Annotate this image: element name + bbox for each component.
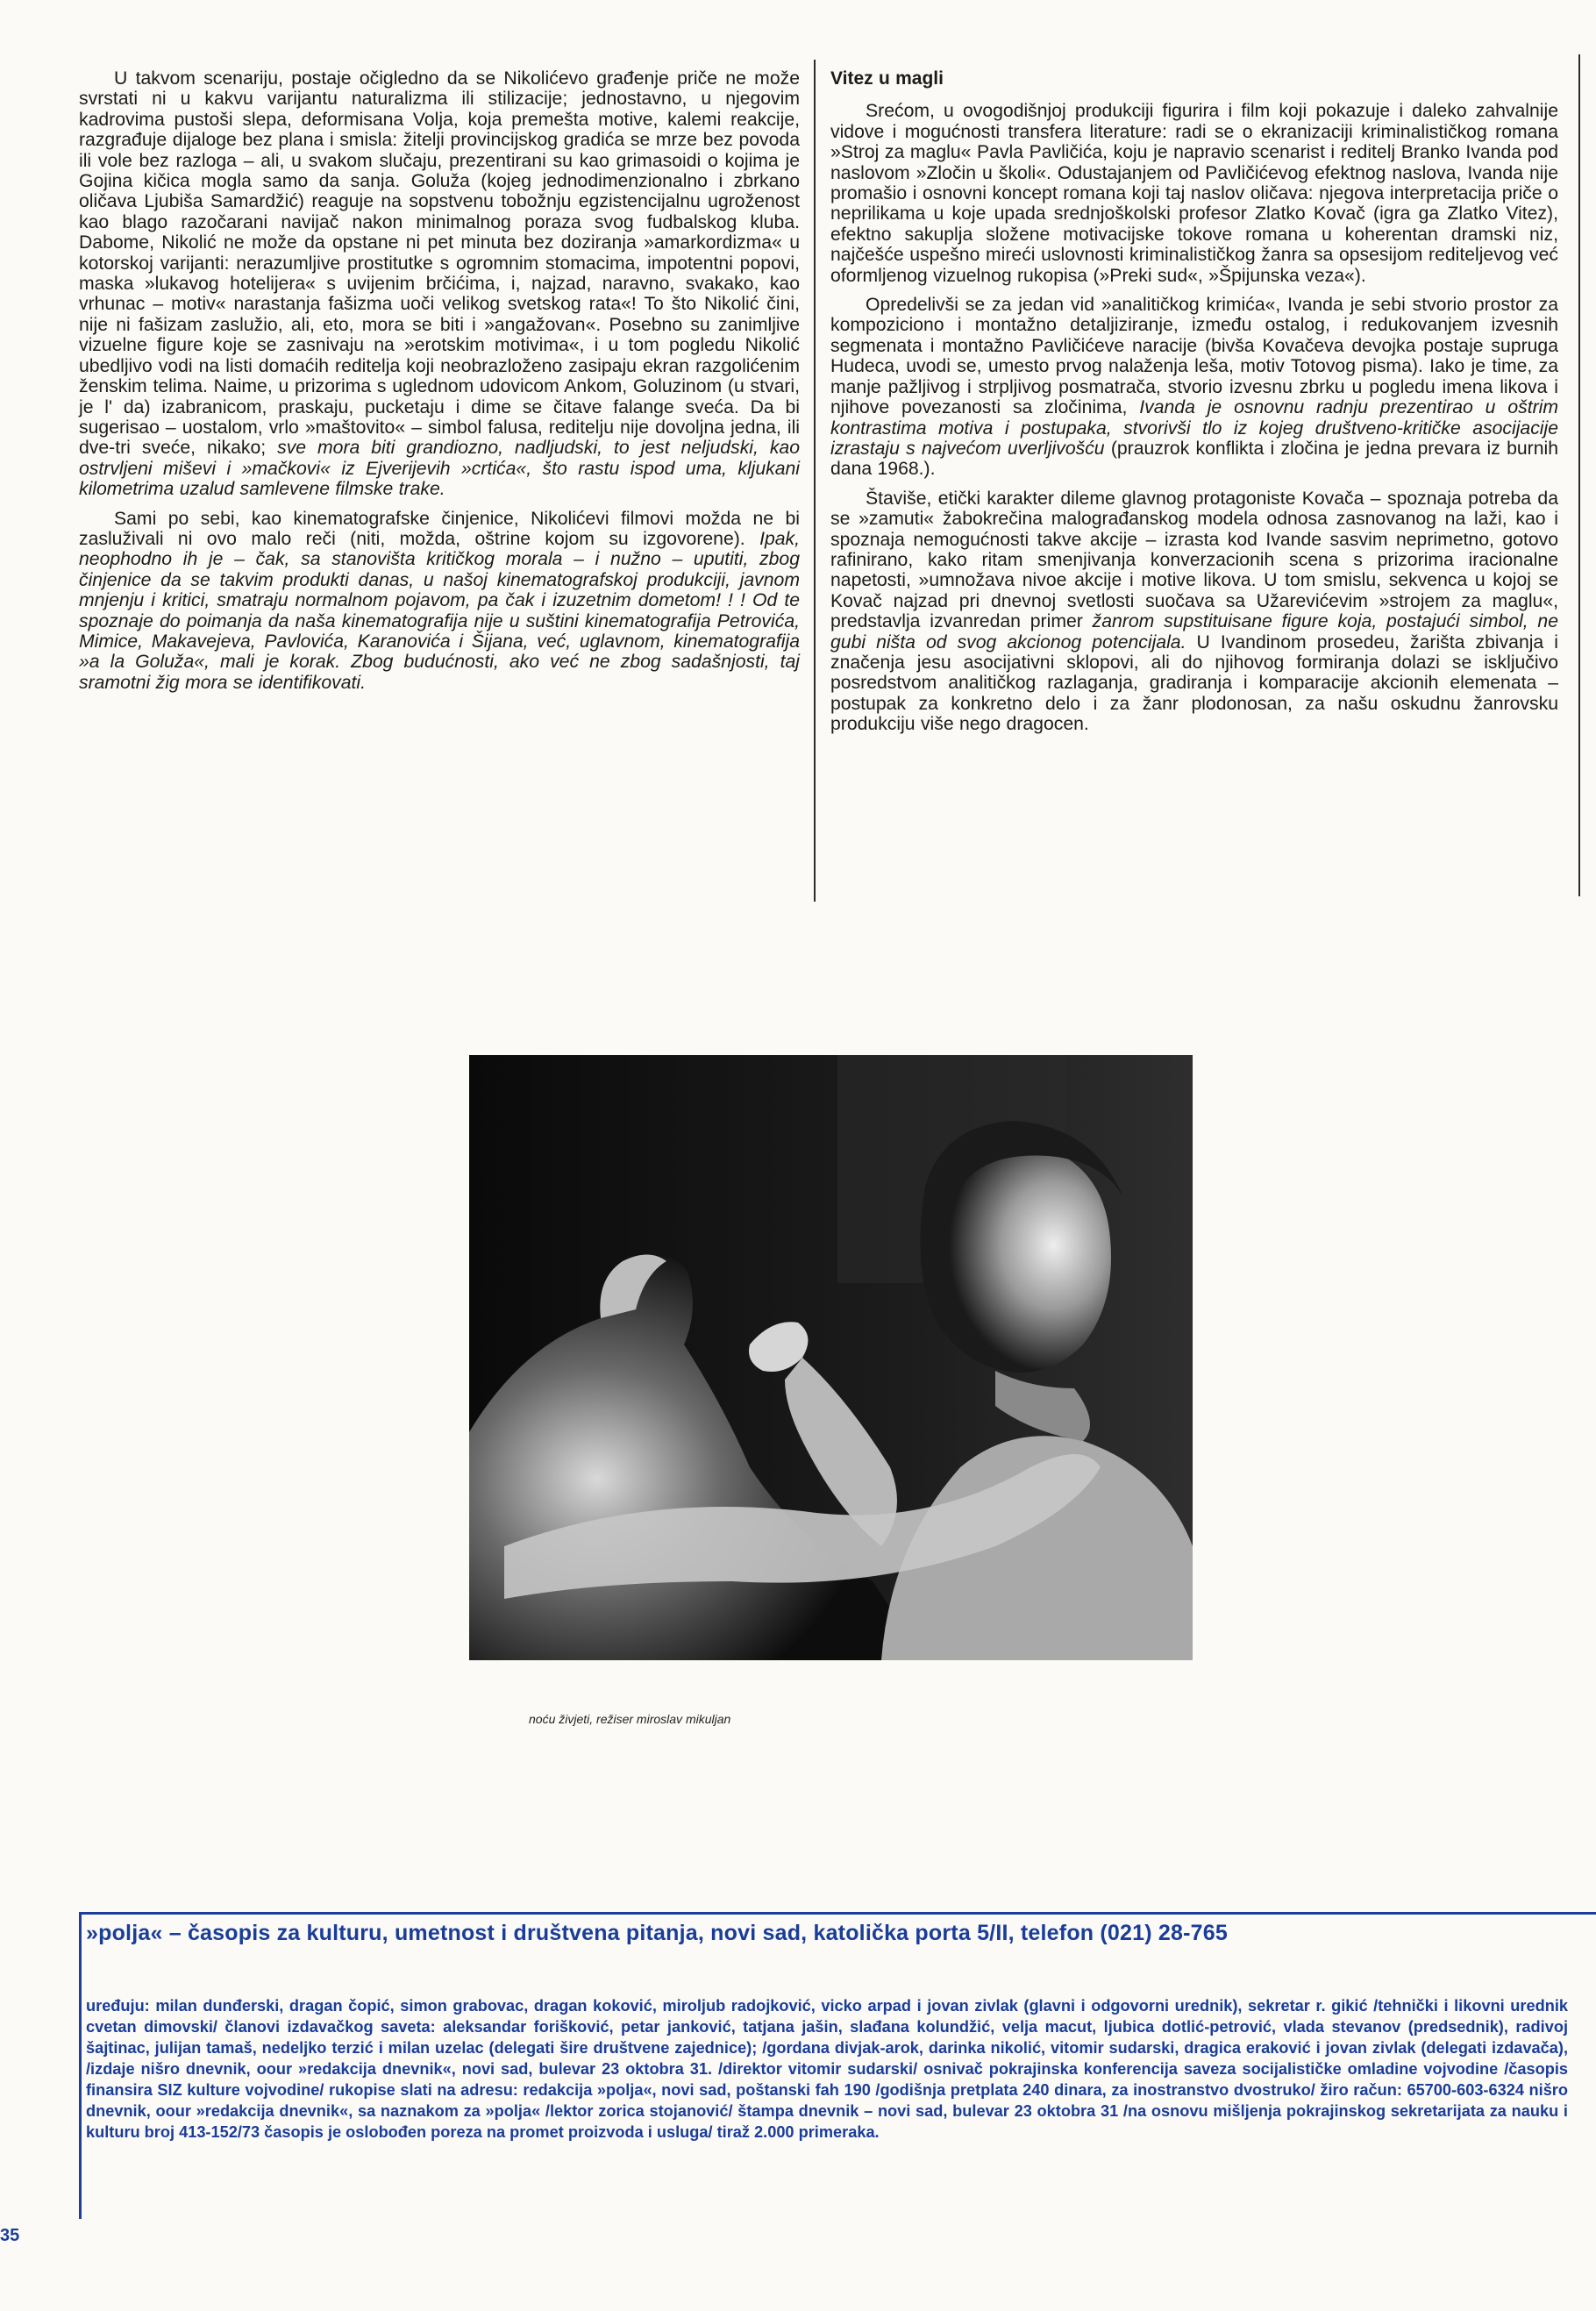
page-number: 35	[0, 2226, 20, 2245]
italic-run: žanrom supstituisane figure koja, postajući simbol, ne gubi ništa od svog akcionog potencijala.	[830, 611, 1558, 653]
article-paragraph	[830, 101, 1558, 286]
article-paragraph	[830, 489, 1558, 735]
section-heading: Vitez u magli	[830, 68, 944, 89]
article-right-column	[830, 68, 1558, 744]
film-still-photo	[469, 1055, 1193, 1660]
article-paragraph	[79, 509, 800, 694]
text-run: Srećom, u ovogodišnjoj produkciji figurira i film koji pokazuje i daleko zahvalnije vidove i mogućnosti transfera literature: radi se o ekranizaciji kriminalističkog romana »Stroj za maglu« Pavla Pavličića, koju je napravio scenarist i reditelj Branko Ivanda pod naslovom »Zločin u školi«. Odustajanjem od Pavličićevog efektnog naslova, Ivanda nije promašio i osnovni koncept romana koji taj naslov oličava: njegova interpretacija priče o neprilikama u koje upada srednjoškolski profesor Zlatko Kovač (igra ga Zlatko Vitez), efektno sakuplja složene motivacijske tokove romana u koherentan dramski niz, najčešće uspešno mireći uslovnosti kriminalističkog žanra sa opsesijom rediteljevog već oformljenog vizuelnog rukopisa (»Preki sud«, »Špijunska veza«).	[830, 101, 1558, 286]
film-still-image	[469, 1055, 1193, 1660]
article-paragraph	[79, 68, 800, 500]
masthead: »polja« – časopis za kulturu, umetnost i društvena pitanja, novi sad, katolička porta 5/II, telefon (021) 28-765	[86, 1921, 1228, 1945]
article-paragraph	[830, 295, 1558, 480]
article-left-column	[79, 68, 800, 702]
text-run: Opredelivši se za jedan vid »analitičkog krimića«, Ivanda je sebi stvorio prostor za kompoziciono i montažno detaljiziranje, između ostalog, i redukovanjem izvesnih segmenata i montažno Pavličićeve naracije (bivša Kovačeva devojka postaje supruga Hudeca, uvodi se, umesto prvog nalaženja leša, motiv Totovog pisma). Iako je time, za manje pažljivog i strpljivog posmatrača, stvorio izvesnu zbrku u pogledu imena likova i njihove povezanosti sa zločinima,	[830, 295, 1558, 418]
italic-run: Ivanda je osnovnu radnju prezentirao u oštrim kontrastima motiva i postupaka, stvorivši tlo iz kojeg društveno-kritičke asocijacije izrastaju s najvećom uverljivošću	[830, 397, 1558, 459]
italic-run: sve mora biti grandiozno, nadljudski, to jest neljudski, kao ostrvljeni miševi i »mačkovi« iz Ejverijevih »crtića«, što rastu ispod uma, kljukani kilometrima uzalud samlevene filmske trake.	[79, 438, 800, 500]
text-run: Štaviše, etički karakter dileme glavnog protagoniste Kovača – spoznaja potreba da se »zamuti« žabokrečina malograđanskog modela odnosa zasnovanog na laži, kao i spoznaja nemogućnosti takve akcije – izrasta kod Ivande sasvim neprimetno, gotovo rafinirano, kako ritam smenjivanja konverzacionih scena s prizorima iracionalne napetosti, »umnožava nivoe akcije i motive likova. U tom smislu, sekvenca u kojoj se Kovač najzad pri dnevnoj svetlosti suočava sa Užarevićevim »strojem za maglu«, predstavlja izvanredan primer	[830, 488, 1558, 632]
colophon: uređuju: milan dunđerski, dragan čopić, simon grabovac, dragan koković, miroljub radojković, vicko arpad i jovan zivlak (glavni i odgovorni urednik), sekretar r. gikić /tehnički i likovni urednik cvetan dimovski/ članovi izdavačkog saveta: aleksandar forišković, petar janković, tatjana jašin, slađana kolundžić, velja macut, ljubica dotlić-petrović, vlada stevanov (predsednik), radivoj šajtinac, julijan tamaš, nedeljko terzić i milan uzelac (delegati šire društvene zajednice); /gordana divjak-arok, darinka nikolić, vitomir sudarski, dragica eraković i jovan zivlak (delegati izdavača), /izdaje nišro dnevnik, oour »redakcija dnevnik«, novi sad, bulevar 23 oktobra 31. /direktor vitomir sudarski/ osnivač pokrajinska konferencija saveza socijalističke omladine vojvodine /časopis finansira SIZ kulture vojvodine/ rukopise slati na adresu: redakcija »polja«, novi sad, poštanski fah 190 /godišnja pretplata 240 dinara, za inostranstvo dvostruko/ žiro račun: 65700-603-6324 nišro dnevnik, oour »redakcija dnevnik«, sa naznakom za »polja« /lektor zorica stojanović/ štampa dnevnik – novi sad, bulevar 23 oktobra 31 /na osnovu mišljenja pokrajinskog sekretarijata za nauku i kulturu broj 413-152/73 časopis je oslobođen poreza na promet proizvoda i usluga/ tiraž 2.000 primeraka.	[86, 1997, 1568, 2141]
column-divider	[814, 60, 816, 902]
footer-top-rule	[79, 1912, 1596, 1915]
right-margin-rule	[1578, 54, 1580, 896]
right-column-body	[830, 101, 1558, 734]
text-run: U takvom scenariju, postaje očigledno da se Nikolićevo građenje priče ne može svrstati ni u kakvu varijantu naturalizma ili stilizacije; jednostavno, u njegovim kadrovima pustoši slepa, deformisana Volja, koja premešta motive, kalemi reakcije, razgrađuje dijaloge bez plana i smisla: žitelji provincijskog gradića se mrze bez povoda ili vole bez razloga – ali, u svakom slučaju, prezentirani su kao grimasoidi o kojima je Gojina kičica mogla samo da sanja. Goluža (kojeg jednodimenzionalno i zbrkano oličava Ljubiša Samardžić) reaguje na sopstvenu tobožnju egzistencijalnu ugroženost kao blago razočarani navijač nakon minimalnog poraza svog fudbalskog kluba. Dabome, Nikolić ne može da opstane ni pet minuta bez doziranja »amarkordizma« u kotorskoj varijanti: nerazumljive prostitutke s ogromnim stomacima, impotentni popovi, maska »lukavog hotelijera« s uvijenim brčićima, i, najzad, naravno, svakako, kao vrhunac – motiv« narastanja fašizma uoči velikog svetskog rata«! To što Nikolić čini, nije ni fašizam zaslužio, ali, eto, mora se biti i »angažovan«. Posebno su zanimljive vizuelne figure koje se zasnivaju na »erotskim motivima«, i u tom pogledu Nikolić ubedljivo vodi na listi domaćih reditelja koji neobrazloženo zasipaju ekran razgolićenim ženskim telima. Naime, u prizorima s uglednom udovicom Ankom, Goluzinom (u stvari, je l' da) izabranicom, praskaju, pucketaju i dime se čitave falange sveća. Da bi sugerisao – uostalom, vrlo »maštovito« – simbol falusa, reditelju nije dovoljna jedna, ili dve-tri sveće, nikako;	[79, 68, 800, 459]
text-run: U Ivandinom prosedeu, žarišta zbivanja i značenja jesu asocijativni sklopovi, ali do njihovog formiranja dolazi se isključivo posredstvom analitičkog razlaganja, gradiranja i komparacije akcionih elemenata – postupak za konkretno delo i za žanr plodonosan, za našu oskudnu žanrovsku produkciju više nego dragocen.	[830, 631, 1558, 735]
footer-left-rule	[79, 1912, 82, 2219]
text-run: (prauzrok konflikta i zločina je jedna prevara iz burnih dana 1968.).	[830, 438, 1558, 480]
text-run: Sami po sebi, kao kinematografske činjenice, Nikolićevi filmovi možda ne bi zasluživali ni ovo malo reči (niti, možda, oštrine kojom su izgovorene).	[79, 508, 800, 549]
photo-caption: noću živjeti, režiser miroslav mikuljan	[529, 1712, 731, 1726]
italic-run: Ipak, neophodno ih je – čak, sa stanovišta kritičkog morala – i nužno – uputiti, zbog činjenice da se takvim produkti danas, u našoj kinematografskoj produkciji, javnom mnjenju i kritici, smatraju normalnom pojavom, pa čak i izuzetnim dometom! ! ! Od te spoznaje do poimanja da naša kinematografija nije u suštini kinematografija Petrovića, Mimice, Makavejeva, Pavlovića, Karanovića i Šijana, već, uglavnom, kinematografija »a la Goluža«, mali je korak. Zbog budućnosti, ako već ne zbog sadašnjosti, taj sramotni žig mora se identifikovati.	[79, 528, 800, 693]
